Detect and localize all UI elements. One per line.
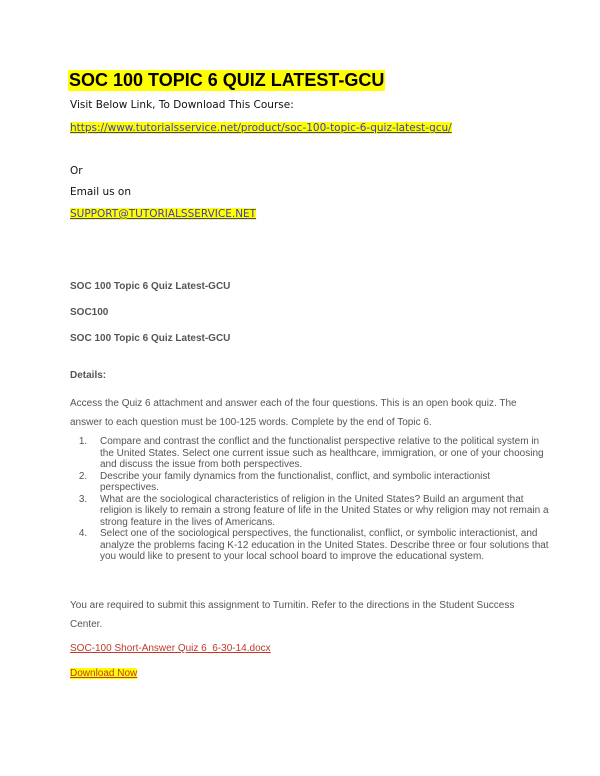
- email-label: Email us on: [70, 186, 132, 198]
- course-link-wrap: [70, 121, 452, 135]
- attachment-file-link[interactable]: SOC-100 Short-Answer Quiz 6_6-30-14.docx: [70, 643, 271, 654]
- course-url-link[interactable]: https://www.tutorialsservice.net/product/soc-100-topic-6-quiz-latest-gcu/: [70, 122, 452, 134]
- question-item: 4. Select one of the sociological perspectives, the functionalist, conflict, or symbolic interactionist, and analyze the problems facing K-12 education in the United States. Describe three or four solutions that you would like to present to your local school board to improve the educational system.: [90, 528, 550, 563]
- file-link-wrap: [70, 643, 271, 654]
- submit-paragraph: You are required to submit this assignment to Turnitin. Refer to the directions in the Student Success Center.: [70, 600, 515, 630]
- intro-paragraph: Access the Quiz 6 attachment and answer each of the four questions. This is an open book quiz. The answer to each question must be 100-125 words. Complete by the end of Topic 6.: [70, 398, 517, 428]
- download-now-link[interactable]: Download Now: [70, 668, 138, 679]
- email-link[interactable]: SUPPORT@TUTORIALSSERVICE.NET: [70, 208, 257, 220]
- question-list: [70, 436, 550, 563]
- visit-text: Visit Below Link, To Download This Course:: [70, 99, 294, 111]
- page-title: SOC 100 TOPIC 6 QUIZ LATEST-GCU: [69, 70, 385, 90]
- download-wrap: [70, 668, 137, 679]
- heading-topic: SOC 100 Topic 6 Quiz Latest-GCU: [70, 281, 231, 292]
- course-code: SOC100: [70, 307, 109, 318]
- or-text: Or: [70, 165, 83, 177]
- question-item: 1. Compare and contrast the conflict and the functionalist perspective relative to the political system in the United States. Select one current issue such as healthcare, immigration, or one of your choosing and discuss the issue from both perspectives.: [90, 436, 550, 471]
- question-item: 3. What are the sociological characteristics of religion in the United States? Build an argument that religion is likely to remain a strong feature of life in the United States or why religion may not remain a strong feature in the lives of Americans.: [90, 494, 550, 529]
- email-link-wrap: [70, 207, 256, 221]
- question-item: 2. Describe your family dynamics from the functionalist, conflict, and symbolic interactionist perspectives.: [90, 471, 550, 494]
- details-label: Details:: [70, 370, 107, 381]
- heading-topic-2: SOC 100 Topic 6 Quiz Latest-GCU: [70, 333, 231, 344]
